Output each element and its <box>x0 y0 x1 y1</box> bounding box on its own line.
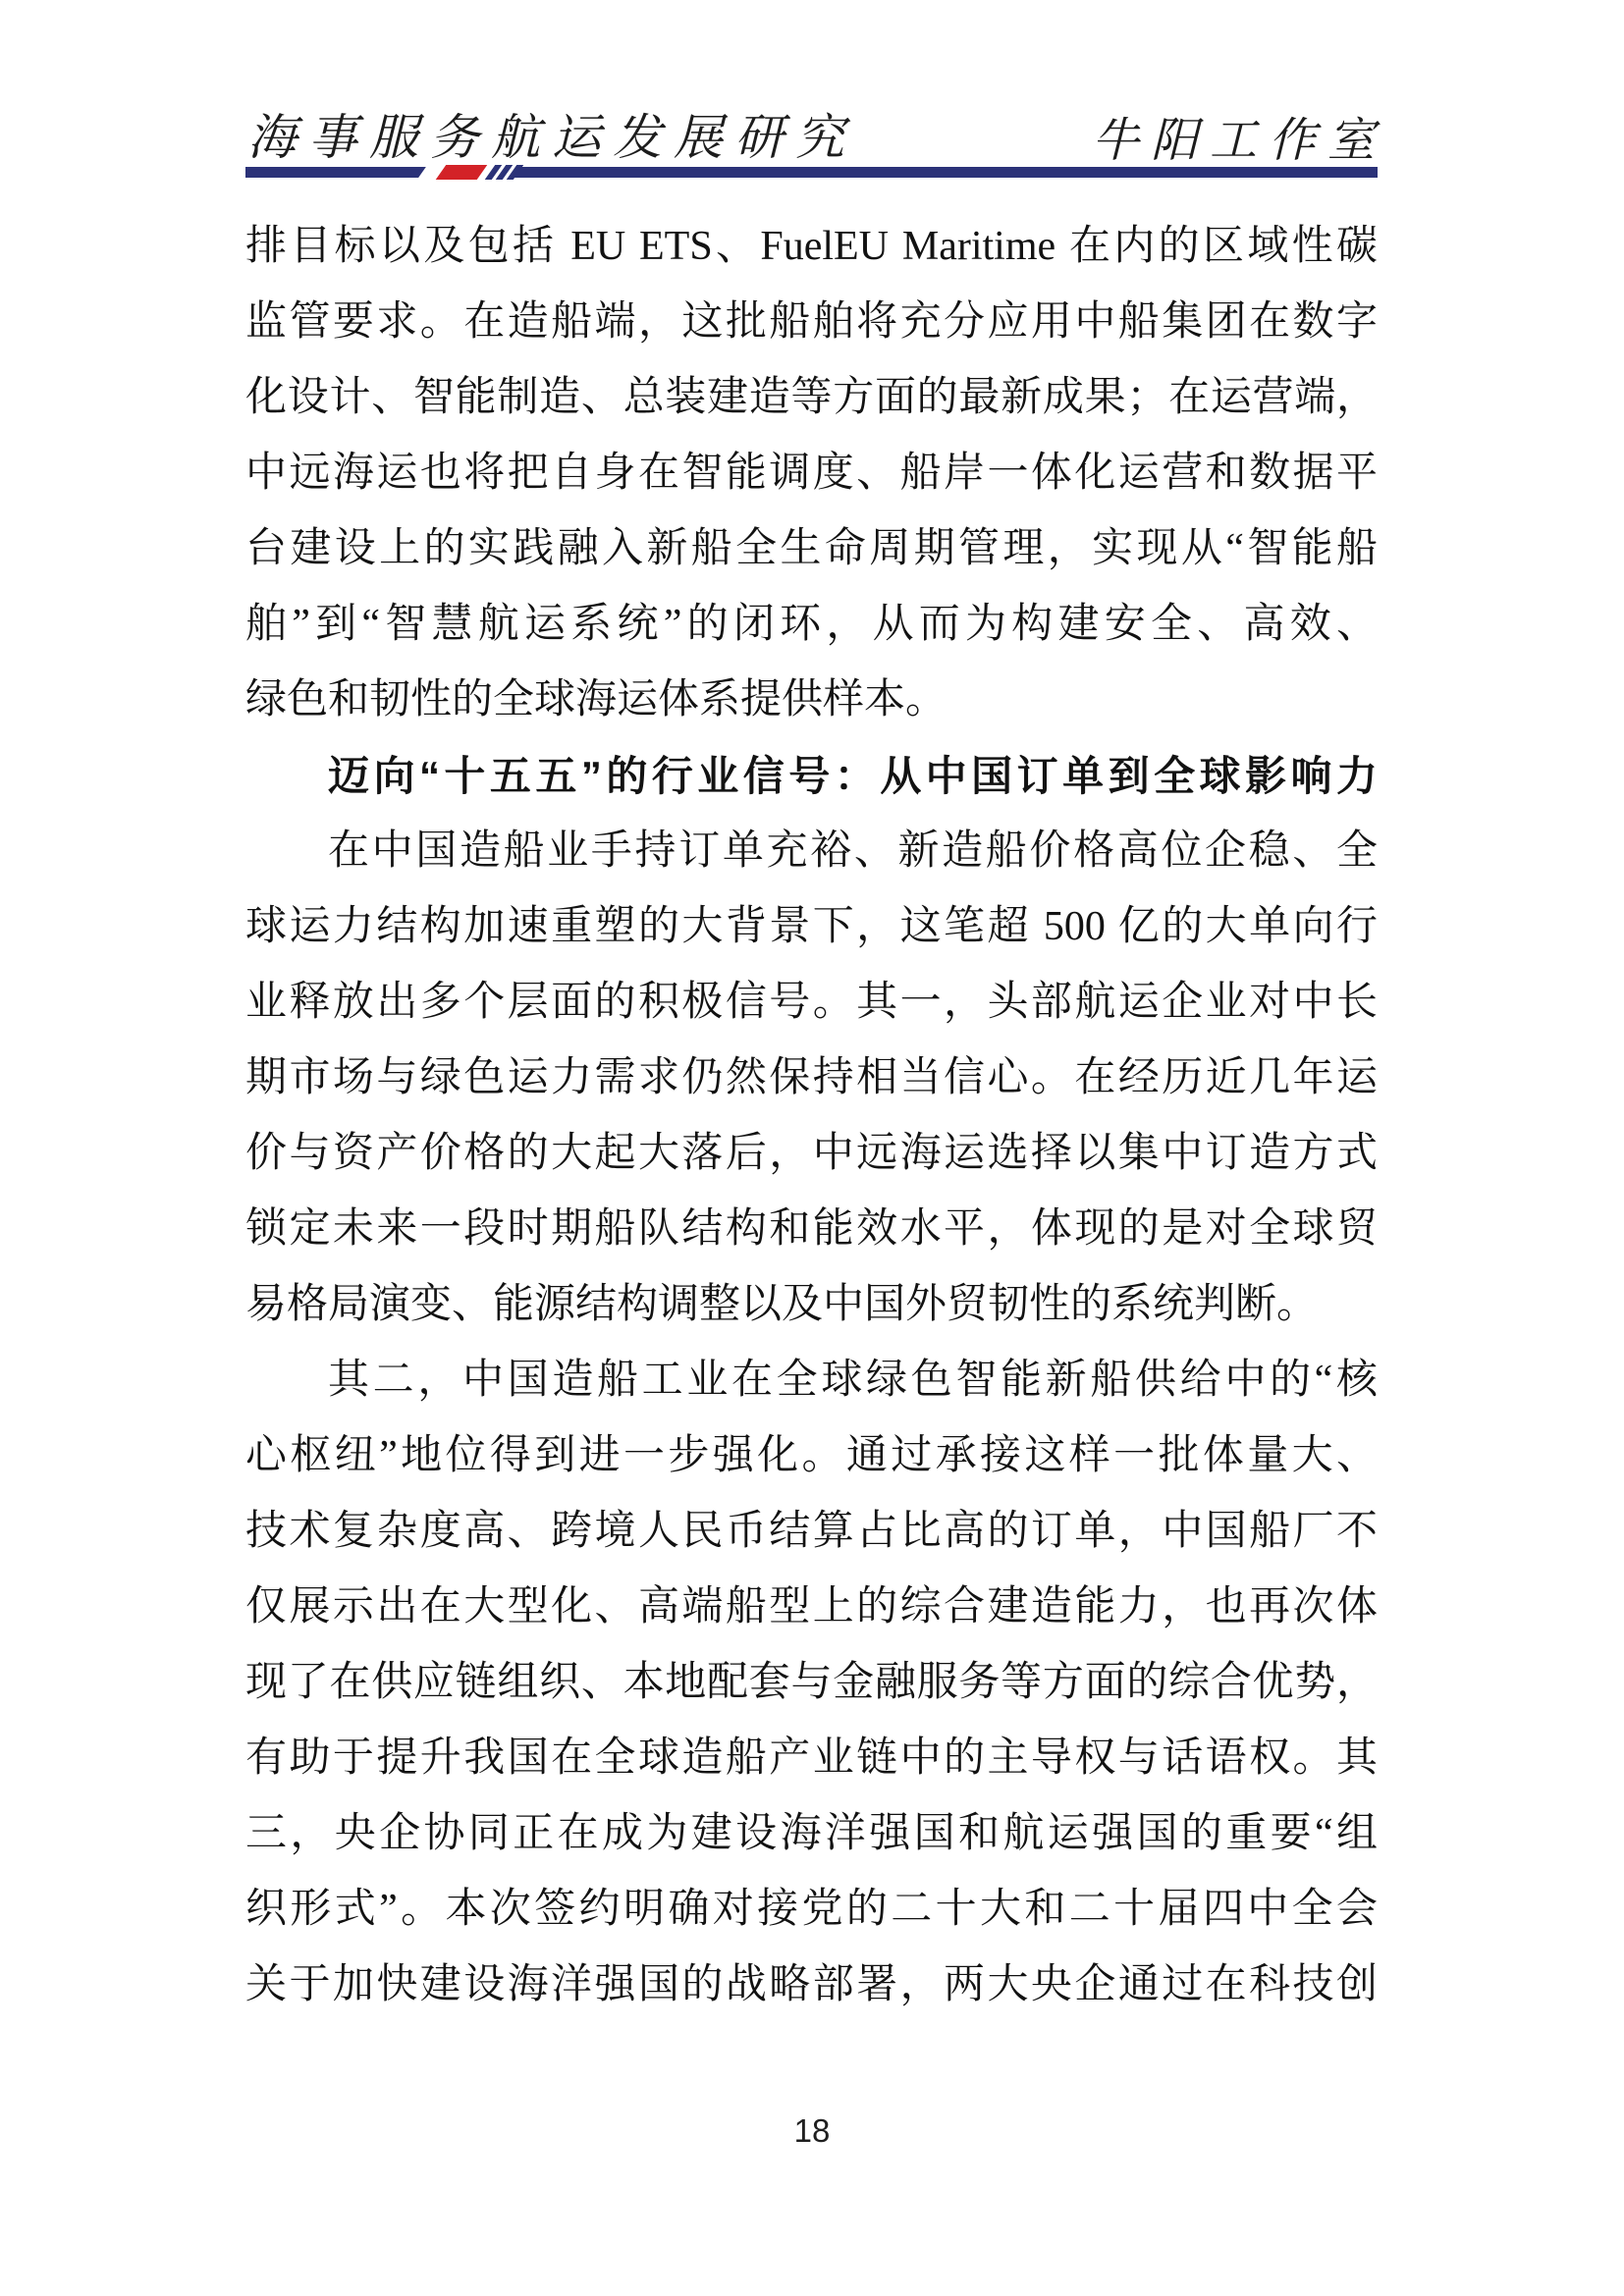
text-line: 三，央企协同正在成为建设海洋强国和航运强国的重要“组 <box>245 1811 1378 1856</box>
text-line: 易格局演变、能源结构调整以及中国外贸韧性的系统判断。 <box>245 1282 1319 1327</box>
text-line: 化设计、智能制造、总装建造等方面的最新成果；在运营端， <box>245 375 1378 420</box>
text-line: 心枢纽”地位得到进一步强化。通过承接这样一批体量大、 <box>245 1433 1378 1478</box>
text-line: 监管要求。在造船端，这批船舶将充分应用中船集团在数字 <box>245 299 1378 345</box>
header-left-title: 海事服务航运发展研究 <box>247 110 856 165</box>
header-right-title: 牛阳工作室 <box>1092 115 1387 167</box>
text-line: 关于加快建设海洋强国的战略部署，两大央企通过在科技创 <box>245 1962 1378 2007</box>
text-line: 织形式”。本次签约明确对接党的二十大和二十届四中全会 <box>245 1887 1378 1932</box>
text-line: 舶”到“智慧航运系统”的闭环，从而为构建安全、高效、 <box>245 602 1378 647</box>
text-line: 球运力结构加速重塑的大背景下，这笔超 500 亿的大单向行 <box>245 904 1378 949</box>
text-line: 中远海运也将把自身在智能调度、船岸一体化运营和数据平 <box>245 451 1378 496</box>
body-text <box>245 209 1378 2023</box>
section-heading: 迈向“十五五”的行业信号：从中国订单到全球影响力 <box>328 753 1378 799</box>
page-number: 18 <box>793 2112 831 2149</box>
text-line: 有助于提升我国在全球造船产业链中的主导权与话语权。其 <box>245 1735 1378 1781</box>
text-line: 技术复杂度高、跨境人民币结算占比高的订单，中国船厂不 <box>245 1509 1378 1554</box>
text-line: 仅展示出在大型化、高端船型上的综合建造能力，也再次体 <box>245 1584 1378 1629</box>
text-line: 现了在供应链组织、本地配套与金融服务等方面的综合优势， <box>245 1660 1378 1705</box>
text-line: 业释放出多个层面的积极信号。其一，头部航运企业对中长 <box>245 980 1378 1025</box>
text-line: 绿色和韧性的全球海运体系提供样本。 <box>245 677 947 722</box>
text-line: 台建设上的实践融入新船全生命周期管理，实现从“智能船 <box>245 526 1378 571</box>
text-line: 锁定未来一段时期船队结构和能效水平，体现的是对全球贸 <box>245 1206 1378 1252</box>
text-line: 期市场与绿色运力需求仍然保持相当信心。在经历近几年运 <box>245 1055 1378 1100</box>
text-line: 其二，中国造船工业在全球绿色智能新船供给中的“核 <box>328 1358 1378 1403</box>
text-line: 排目标以及包括 EU ETS、FuelEU Maritime 在内的区域性碳 <box>245 224 1378 269</box>
text-line: 在中国造船业手持订单充裕、新造船价格高位企稳、全 <box>328 828 1378 874</box>
text-line: 价与资产价格的大起大落后，中远海运选择以集中订造方式 <box>245 1131 1378 1176</box>
header-rule <box>245 167 1378 178</box>
